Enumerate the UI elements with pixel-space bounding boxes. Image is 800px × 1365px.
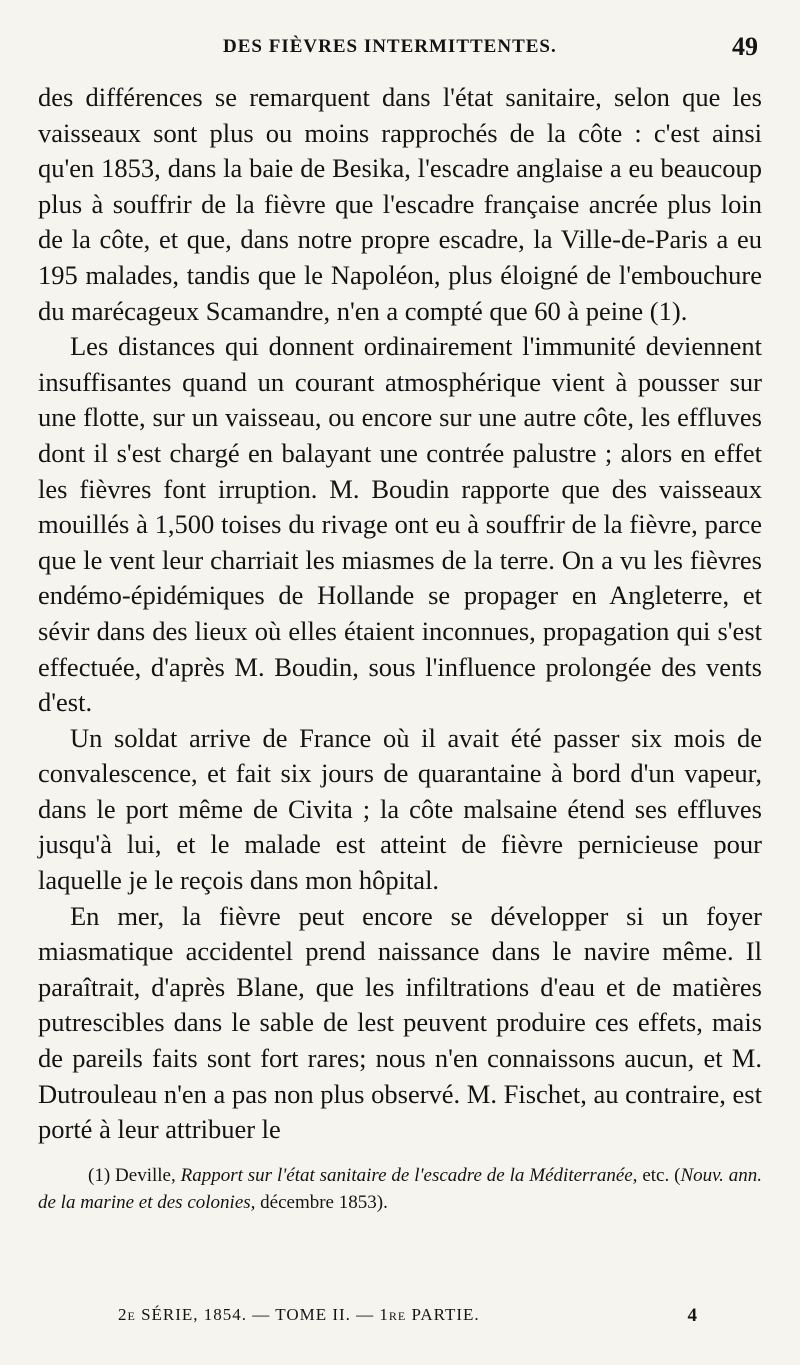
footnote-journal: Nouv. ann. de la marine et des colonies,: [38, 1164, 763, 1213]
footnote-title: Rapport sur l'état sanitaire de l'escadre de la Méditerranée,: [180, 1164, 638, 1186]
page-header: [38, 30, 762, 76]
body-text: [38, 80, 762, 1148]
paragraph: En mer, la fièvre peut encore se développer si un foyer miasmatique accidentel prend naissance dans le navire même. Il paraîtrait, d'après Blane, que les infiltrations d'eau et de matières putrescibles dans le sable de lest peuvent produire ces effets, mais de pareils faits sont fort rares; nous n'en connaissons aucun, et M. Dutrouleau n'en a pas non plus observé. M. Fischet, au contraire, est porté à leur attribuer le: [38, 900, 762, 1145]
paragraph: des différences se remarquent dans l'état sanitaire, selon que les vaisseaux sont plus ou moins rapprochés de la côte : c'est ainsi qu'en 1853, dans la baie de Besika, l'escadre anglaise a eu beaucoup plus à souffrir de la fièvre que l'escadre française ancrée plus loin de la côte, et que, dans notre propre escadre, la Ville-de-Paris a eu 195 malades, tandis que le Napoléon, plus éloigné de l'embouchure du marécageux Scamandre, n'en a compté que 60 à peine (1).: [38, 82, 762, 326]
paragraph: Les distances qui donnent ordinairement l'immunité deviennent insuffisantes quand un courant atmosphérique vient à pousser sur une flotte, sur un vaisseau, ou encore sur une autre côte, les effluves dont il s'est chargé en balayant une contrée palustre ; alors en effet les fièvres font irruption. M. Boudin rapporte que des vaisseaux mouillés à 1,500 toises du rivage ont eu à souffrir de la fièvre, parce que le vent leur charriait les miasmes de la terre. On a vu les fièvres endémo-épidémiques de Hollande se propager en Angleterre, et sévir dans des lieux où elles étaient inconnues, propagation qui s'est effectuée, d'après M. Boudin, sous l'influence prolongée des vents d'est.: [38, 331, 762, 718]
signature-series: 2e SÉRIE, 1854. — TOME II. — 1re PARTIE.: [118, 1305, 480, 1324]
footnote-etc: etc. (: [642, 1164, 681, 1186]
footnote-date: décembre 1853).: [260, 1191, 388, 1213]
signature-number: 4: [687, 1305, 698, 1326]
paragraph: Un soldat arrive de France où il avait été passer six mois de convalescence, et fait six jours de quarantaine à bord d'un vapeur, dans le port même de Civita ; la côte malsaine étend ses effluves jusqu'à lui, et le malade est atteint de fièvre pernicieuse pour laquelle je le reçois dans mon hôpital.: [38, 722, 762, 896]
footnote: [38, 1162, 762, 1216]
running-title: DES FIÈVRES INTERMITTENTES.: [223, 36, 557, 57]
page-number: 49: [732, 32, 758, 61]
footnote-marker: (1) Deville,: [88, 1164, 176, 1186]
